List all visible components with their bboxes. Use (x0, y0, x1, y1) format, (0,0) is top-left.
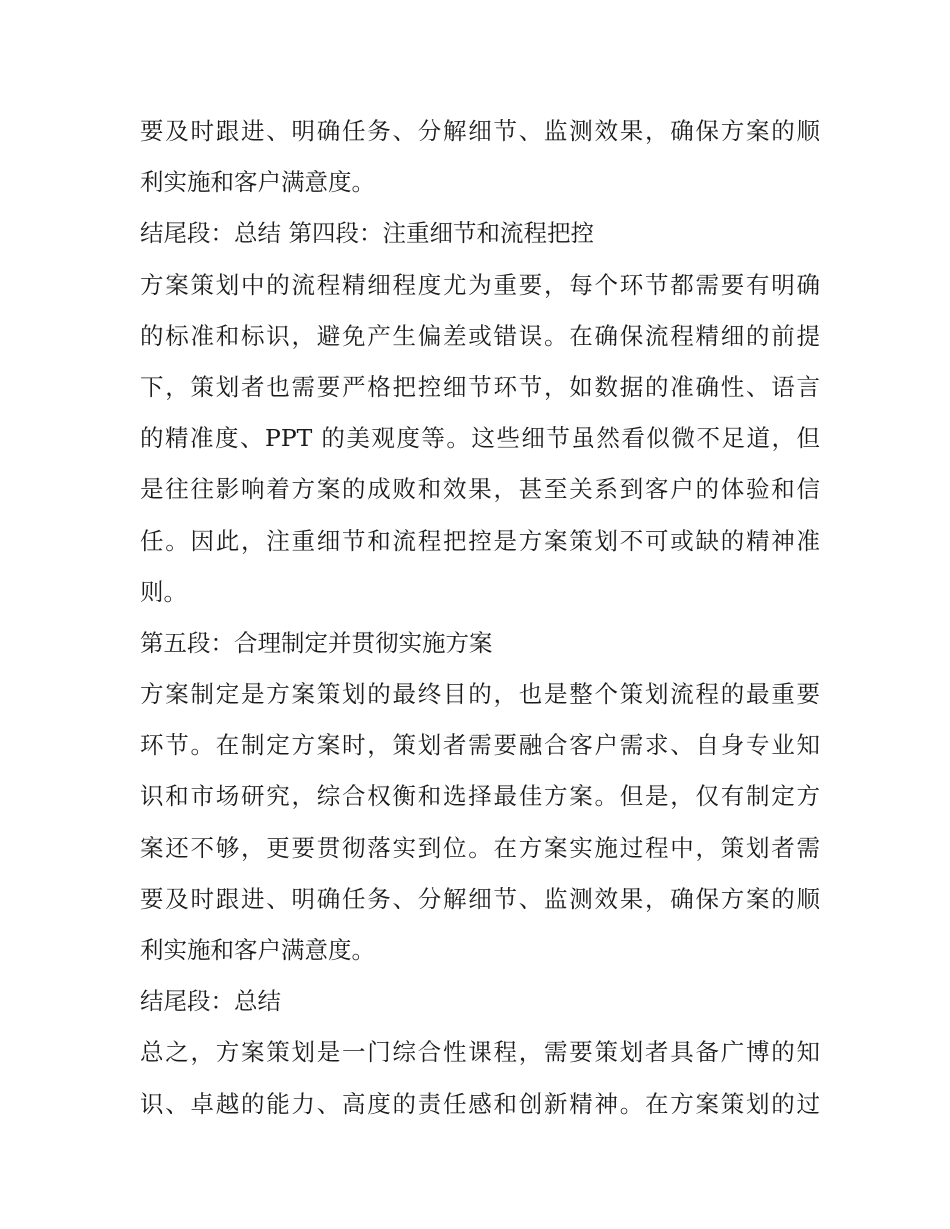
section-heading: 结尾段：总结 第四段：注重细节和流程把控 (140, 219, 594, 248)
section-heading: 第五段：合理制定并贯彻实施方案 (140, 628, 493, 657)
text-line: 下，策划者也需要严格把控细节环节，如数据的准确性、语言 (140, 372, 820, 401)
text-line: 则。 (140, 577, 187, 606)
text-line: 环节。在制定方案时，策划者需要融合客户需求、自身专业知 (140, 731, 820, 760)
text-line: 案还不够，更要贯彻落实到位。在方案实施过程中，策划者需 (140, 833, 820, 862)
text-line: 识和市场研究，综合权衡和选择最佳方案。但是，仅有制定方 (140, 782, 820, 811)
text-line: 方案制定是方案策划的最终目的，也是整个策划流程的最重要 (140, 680, 820, 709)
text-line: 利实施和客户满意度。 (140, 168, 375, 197)
text-line: 利实施和客户满意度。 (140, 936, 375, 964)
text-line: 要及时跟进、明确任务、分解细节、监测效果，确保方案的顺 (140, 884, 820, 913)
text-line: 要及时跟进、明确任务、分解细节、监测效果，确保方案的顺 (140, 117, 820, 145)
text-line: 任。因此，注重细节和流程把控是方案策划不可或缺的精神准 (140, 526, 820, 555)
section-heading: 结尾段：总结 (140, 987, 281, 1016)
text-line: 的精准度、PPT 的美观度等。这些细节虽然看似微不足道，但 (140, 424, 820, 453)
text-line: 方案策划中的流程精细程度尤为重要，每个环节都需要有明确 (140, 270, 820, 299)
text-line: 总之，方案策划是一门综合性课程，需要策划者具备广博的知 (140, 1038, 820, 1067)
text-line: 识、卓越的能力、高度的责任感和创新精神。在方案策划的过 (140, 1089, 820, 1118)
text-line: 的标准和标识，避免产生偏差或错误。在确保流程精细的前提 (140, 321, 820, 350)
text-line: 是往往影响着方案的成败和效果，甚至关系到客户的体验和信 (140, 475, 820, 504)
document-page (140, 106, 820, 1130)
